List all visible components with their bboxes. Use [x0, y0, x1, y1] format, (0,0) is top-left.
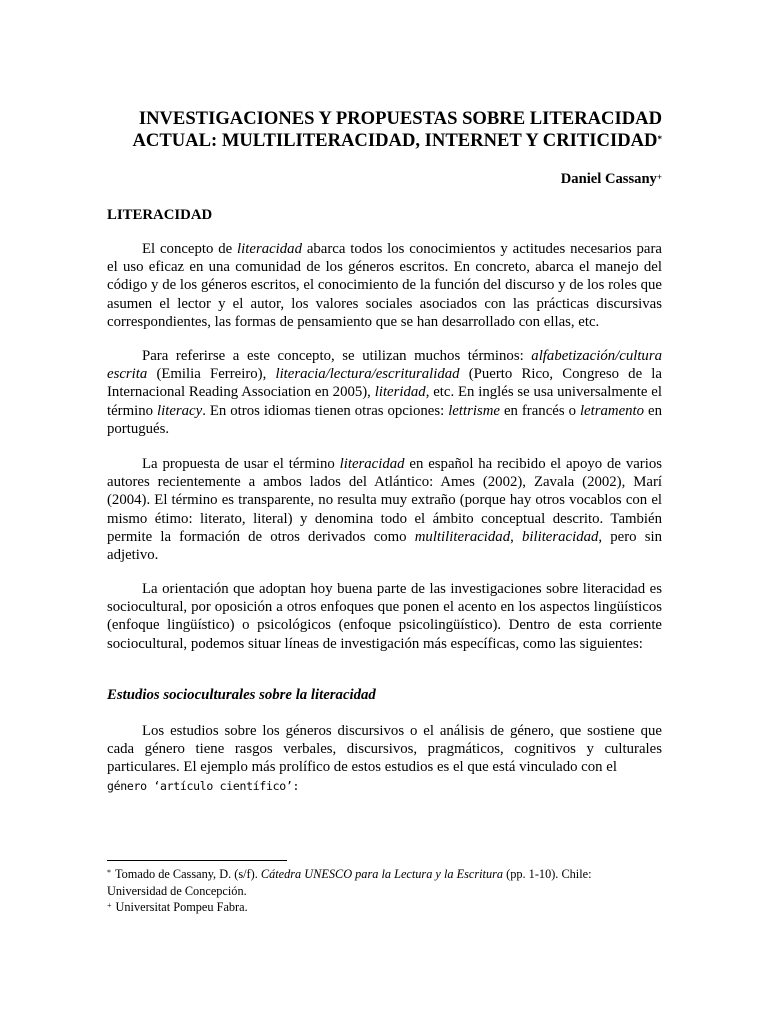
- p3-text-a: La propuesta de usar el término: [142, 456, 340, 472]
- footnote-2-mark: +: [107, 901, 112, 910]
- p2-text-k: en francés o: [499, 402, 580, 419]
- footnote-1-mark: *: [107, 868, 111, 877]
- p4-text-a: La orientación que adoptan hoy buena parte de las investigaciones sobre literacidad es sociocultural, por oposición a otros enfoques que ponen el acento en los aspectos lingüísticos (enfoque lingüístico) o psicológicos (enfoque psicolingüístico). Dentro de esta corriente sociocultural, podemos situar líneas de investigación más específicas, como las siguientes:: [107, 581, 662, 652]
- p3-italic-b: literacidad: [339, 456, 405, 472]
- p2-italic-f: literidad: [374, 384, 426, 401]
- p2-italic-b: alfabetización/cultura escrita: [107, 348, 662, 383]
- p2-text-g: , etc. En inglés se usa universalmente el término: [107, 384, 662, 419]
- p5-text-a: Los estudios sobre los géneros discursivos o el análisis de género, que sostiene que cada género tiene rasgos verbales, discursivos, pragmáticos, cognitivos y culturales particulares. El ejemplo más prolífico de estos estudios es el que está vinculado con el: [107, 723, 662, 776]
- title-footnote-mark: *: [657, 134, 662, 144]
- paragraph-4: [107, 580, 662, 653]
- p3-text-e: ,: [510, 528, 522, 545]
- p3-italic-d: multiliteracidad: [414, 528, 511, 545]
- footnote-1: [107, 866, 662, 883]
- p2-italic-l: letramento: [579, 402, 645, 419]
- p2-text-c: (Emilia Ferreiro),: [147, 366, 276, 383]
- footnote-2: [107, 899, 662, 916]
- footnotes: [107, 866, 662, 916]
- p1-italic-literacidad: literacidad: [237, 241, 302, 257]
- author-footnote-mark: +: [656, 172, 662, 182]
- paragraph-2: [107, 347, 662, 438]
- p3-text-c: en español ha recibido el apoyo de varios autores recientemente a ambos lados del Atlántico: Ames (2002), Zavala (2002), Marí (2004). El término es transparente, no resulta muy extraño (porque hay otros vocablos con el mismo étimo: literato, literal) y denomina todo el ámbito conceptual descrito. También permite la formación de otros derivados como: [107, 456, 662, 545]
- p5-text-b: género ‘artículo científico’:: [107, 778, 300, 793]
- title-line-1: INVESTIGACIONES Y PROPUESTAS SOBRE LITERACIDAD: [138, 108, 662, 129]
- p2-italic-j: lettrisme: [448, 402, 500, 419]
- subheading: Estudios socioculturales sobre la literacidad: [107, 687, 376, 703]
- p2-italic-h: literacy: [157, 402, 203, 419]
- paragraph-5: [107, 722, 662, 795]
- section-heading: LITERACIDAD: [107, 207, 213, 223]
- author-name: [107, 170, 662, 188]
- author-text: Daniel Cassany: [560, 171, 657, 187]
- p2-italic-d: literacia/lectura/escrituralidad: [275, 366, 460, 383]
- p2-text-a: Para referirse a este concepto, se utilizan muchos términos:: [142, 348, 532, 364]
- paragraph-1: [107, 240, 662, 331]
- footnote-1-continuation: Universidad de Concepción.: [107, 883, 247, 898]
- p3-italic-f: biliteracidad: [521, 528, 599, 545]
- footnote-divider: [107, 860, 287, 861]
- footnote-1-text-a: Tomado de Cassany, D. (s/f).: [115, 867, 261, 881]
- p3-text-g: , pero sin adjetivo.: [107, 528, 662, 564]
- title-line-2-text: ACTUAL: MULTILITERACIDAD, INTERNET Y CRITICIDAD: [132, 130, 658, 151]
- p2-text-m: en portugués.: [107, 402, 662, 437]
- document-title: [107, 108, 662, 152]
- p1-text-c: abarca todos los conocimientos y actitudes necesarios para el uso eficaz en una comunidad de los géneros escritos. En concreto, abarca el manejo del código y de los géneros escritos, el conocimiento de la función del discurso y de los roles que asumen el lector y el autor, los valores sociales asociados con las prácticas discursivas correspondientes, las formas de pensamiento que se han desarrollado con ellas, etc.: [107, 241, 662, 330]
- title-line-2: [107, 130, 662, 152]
- footnote-1-italic-title: Cátedra UNESCO para la Lectura y la Escritura: [260, 867, 504, 881]
- footnote-1-text-c: (pp. 1-10). Chile:: [503, 867, 592, 881]
- p2-text-e: (Puerto Rico, Congreso de la Internacional Reading Association en 2005),: [107, 366, 662, 401]
- footnote-2-text: Universitat Pompeu Fabra.: [115, 900, 248, 914]
- paragraph-3: [107, 455, 662, 564]
- p2-text-i: . En otros idiomas tienen otras opciones:: [202, 402, 449, 419]
- p1-text-a: El concepto de: [142, 241, 238, 257]
